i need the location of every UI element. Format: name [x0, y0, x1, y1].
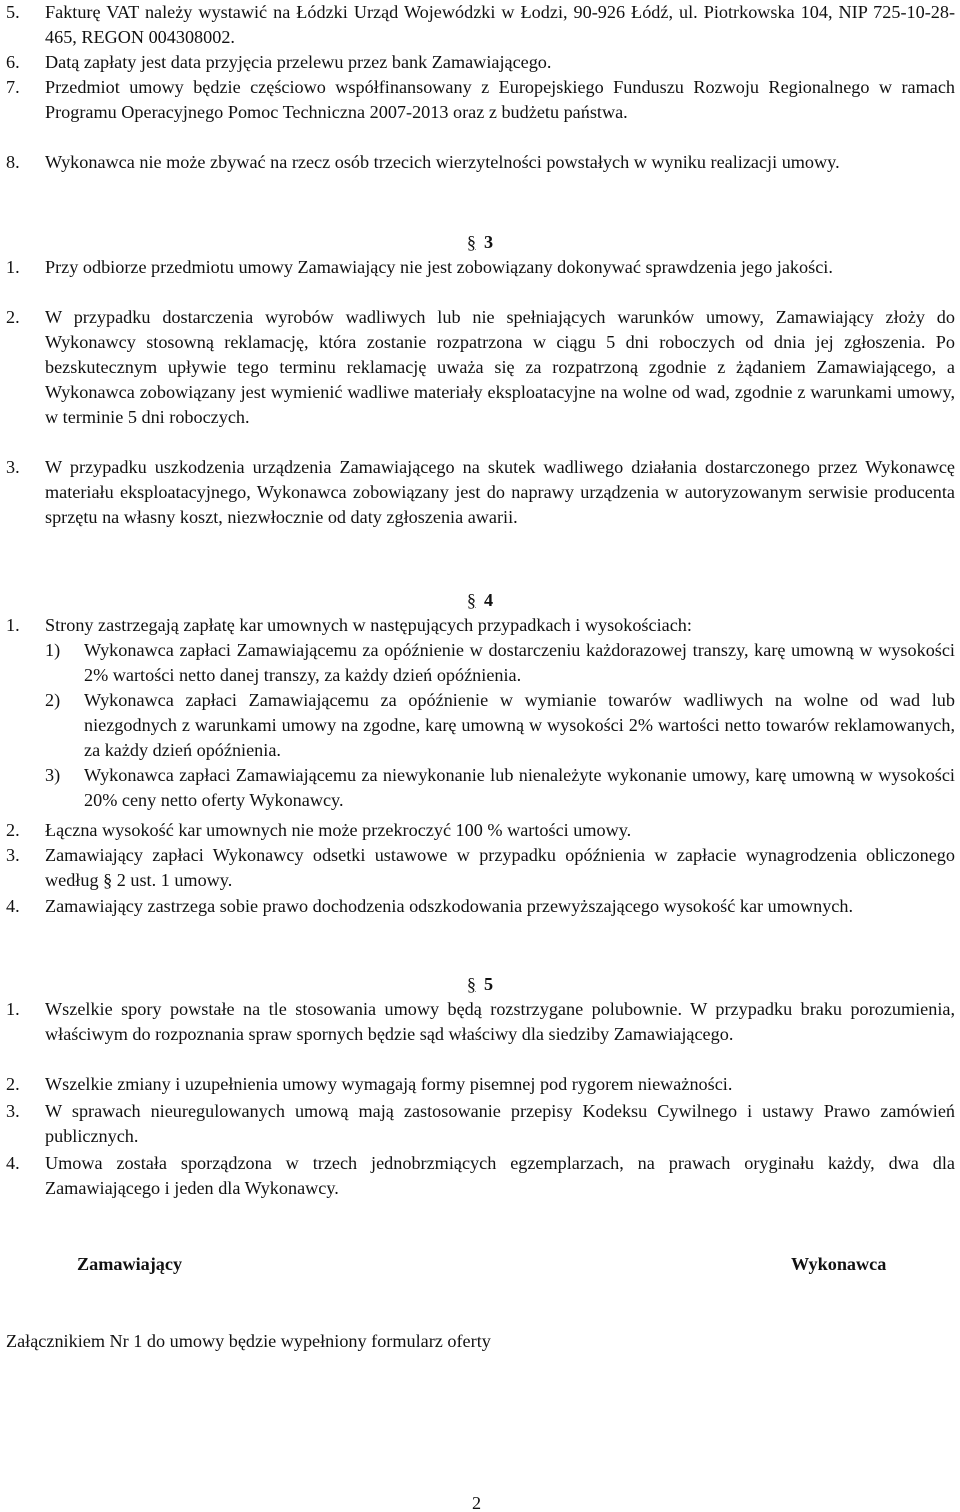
item-text: Zamawiający zapłaci Wykonawcy odsetki ustawowe w przypadku opóźnienia w zapłacie wynagrodzenia obliczonego według § 2 ust. 1 umowy. — [45, 845, 955, 890]
attachment-note: Załącznikiem Nr 1 do umowy będzie wypełniony formularz oferty — [6, 1331, 491, 1351]
section-heading-5 — [0, 972, 960, 997]
paragraph-6 — [6, 50, 955, 75]
section5-item-3 — [6, 1099, 955, 1149]
page-number: 2 — [472, 1493, 482, 1512]
section-number: 3 — [484, 232, 494, 252]
section3-item-2 — [6, 305, 955, 430]
item-number: 4. — [6, 896, 20, 916]
section4-subitem-2 — [45, 688, 955, 763]
section5-item-1 — [6, 997, 955, 1047]
section-sign: § — [466, 974, 476, 994]
paragraph-number: 7. — [6, 77, 20, 97]
paragraph-text: Przedmiot umowy będzie częściowo współfinansowany z Europejskiego Funduszu Rozwoju Regionalnego w ramach Programu Operacyjnego Pomoc Techniczna 2007-2013 oraz z budżetu państwa. — [45, 77, 955, 122]
section4-item-2 — [6, 818, 955, 843]
item-number: 3. — [6, 1101, 20, 1121]
item-number: 4. — [6, 1153, 20, 1173]
paragraph-text: Datą zapłaty jest data przyjęcia przelewu przez bank Zamawiającego. — [45, 52, 552, 72]
section5-item-2 — [6, 1072, 955, 1097]
subitem-text: Wykonawca zapłaci Zamawiającemu za niewykonanie lub nienależyte wykonanie umowy, karę umowną w wysokości 20% ceny netto oferty Wykonawcy. — [84, 765, 955, 810]
item-text: Zamawiający zastrzega sobie prawo dochodzenia odszkodowania przewyższającego wysokość kar umownych. — [45, 896, 854, 916]
section-number: 4 — [484, 590, 494, 610]
section-number: 5 — [484, 974, 494, 994]
paragraph-8 — [6, 150, 955, 175]
section4-item-4 — [6, 894, 955, 919]
item-number: 1. — [6, 615, 20, 635]
signature-label-client: Zamawiający — [77, 1254, 183, 1274]
section3-item-1 — [6, 255, 955, 280]
paragraph-number: 8. — [6, 152, 20, 172]
item-text: Strony zastrzegają zapłatę kar umownych w następujących przypadkach i wysokościach: — [45, 615, 692, 635]
paragraph-text: Wykonawca nie może zbywać na rzecz osób trzecich wierzytelności powstałych w wyniku realizacji umowy. — [45, 152, 840, 172]
section4-item-1 — [6, 613, 955, 638]
item-number: 2. — [6, 1074, 20, 1094]
paragraph-5 — [6, 0, 955, 50]
item-text: Wszelkie zmiany i uzupełnienia umowy wymagają formy pisemnej pod rygorem nieważności. — [45, 1074, 733, 1094]
item-number: 1. — [6, 999, 20, 1019]
section4-subitem-1 — [45, 638, 955, 688]
section-heading-4 — [0, 588, 960, 613]
item-number: 2. — [6, 307, 20, 327]
item-number: 2. — [6, 820, 20, 840]
section4-item-3 — [6, 843, 955, 893]
paragraph-7 — [6, 75, 955, 125]
subitem-text: Wykonawca zapłaci Zamawiającemu za opóźnienie w dostarczeniu każdorazowej transzy, karę umowną w wysokości 2% wartości netto danej transzy, za każdy dzień opóźnienia. — [84, 640, 955, 685]
paragraph-text: Fakturę VAT należy wystawić na Łódzki Urząd Wojewódzki w Łodzi, 90-926 Łódź, ul. Piotrkowska 104, NIP 725-10-28-465, REGON 004308002. — [45, 2, 955, 47]
subitem-text: Wykonawca zapłaci Zamawiającemu za opóźnienie w wymianie towarów wadliwych na wolne od wad lub niezgodnych z warunkami umowy na zgodne, karę umowną w wysokości 2% wartości netto towarów reklamowanych, za każdy dzień opóźnienia. — [84, 690, 955, 760]
item-number: 1. — [6, 257, 20, 277]
item-text: Umowa została sporządzona w trzech jednobrzmiących egzemplarzach, na prawach oryginału każdy, dwa dla Zamawiającego i jeden dla Wykonawcy. — [45, 1153, 955, 1198]
item-text: Przy odbiorze przedmiotu umowy Zamawiający nie jest zobowiązany dokonywać sprawdzenia jego jakości. — [45, 257, 833, 277]
item-text: W przypadku uszkodzenia urządzenia Zamawiającego na skutek wadliwego działania dostarczonego przez Wykonawcę materiału eksploatacyjnego, Wykonawca zobowiązany jest do naprawy urządzenia w autoryzowanym serwisie producenta sprzętu na własny koszt, niezwłocznie od daty zgłoszenia awarii. — [45, 457, 955, 527]
item-text: Łączna wysokość kar umownych nie może przekroczyć 100 % wartości umowy. — [45, 820, 632, 840]
paragraph-number: 5. — [6, 2, 20, 22]
item-text: W sprawach nieuregulowanych umową mają zastosowanie przepisy Kodeksu Cywilnego i ustawy Prawo zamówień publicznych. — [45, 1101, 955, 1146]
item-text: W przypadku dostarczenia wyrobów wadliwych lub nie spełniających warunków umowy, Zamawiający złoży do Wykonawcy stosowną reklamację, która zostanie rozpatrzona w ciągu 5 dni roboczych od dnia jej zgłoszenia. Po bezskutecznym upływie tego terminu reklamację uważa się za rozpatrzoną zgodnie z żądaniem Zamawiającego, a Wykonawca zobowiązany jest wymienić wadliwe materiały eksploatacyjne na wolne od wad, zgodnie z warunkami umowy, w terminie 5 dni roboczych. — [45, 307, 955, 427]
section5-item-4 — [6, 1151, 955, 1201]
section-sign: § — [466, 590, 476, 610]
section-heading-3 — [0, 230, 960, 255]
item-text: Wszelkie spory powstałe na tle stosowania umowy będą rozstrzygane polubownie. W przypadku braku porozumienia, właściwym do rozpoznania spraw spornych będzie sąd właściwy dla siedziby Zamawiającego. — [45, 999, 955, 1044]
subitem-number: 1) — [45, 640, 61, 660]
item-number: 3. — [6, 457, 20, 477]
subitem-number: 2) — [45, 690, 61, 710]
section3-item-3 — [6, 455, 955, 530]
signature-label-contractor: Wykonawca — [791, 1254, 887, 1274]
paragraph-number: 6. — [6, 52, 20, 72]
section4-subitem-3 — [45, 763, 955, 813]
subitem-number: 3) — [45, 765, 61, 785]
item-number: 3. — [6, 845, 20, 865]
section-sign: § — [466, 232, 476, 252]
